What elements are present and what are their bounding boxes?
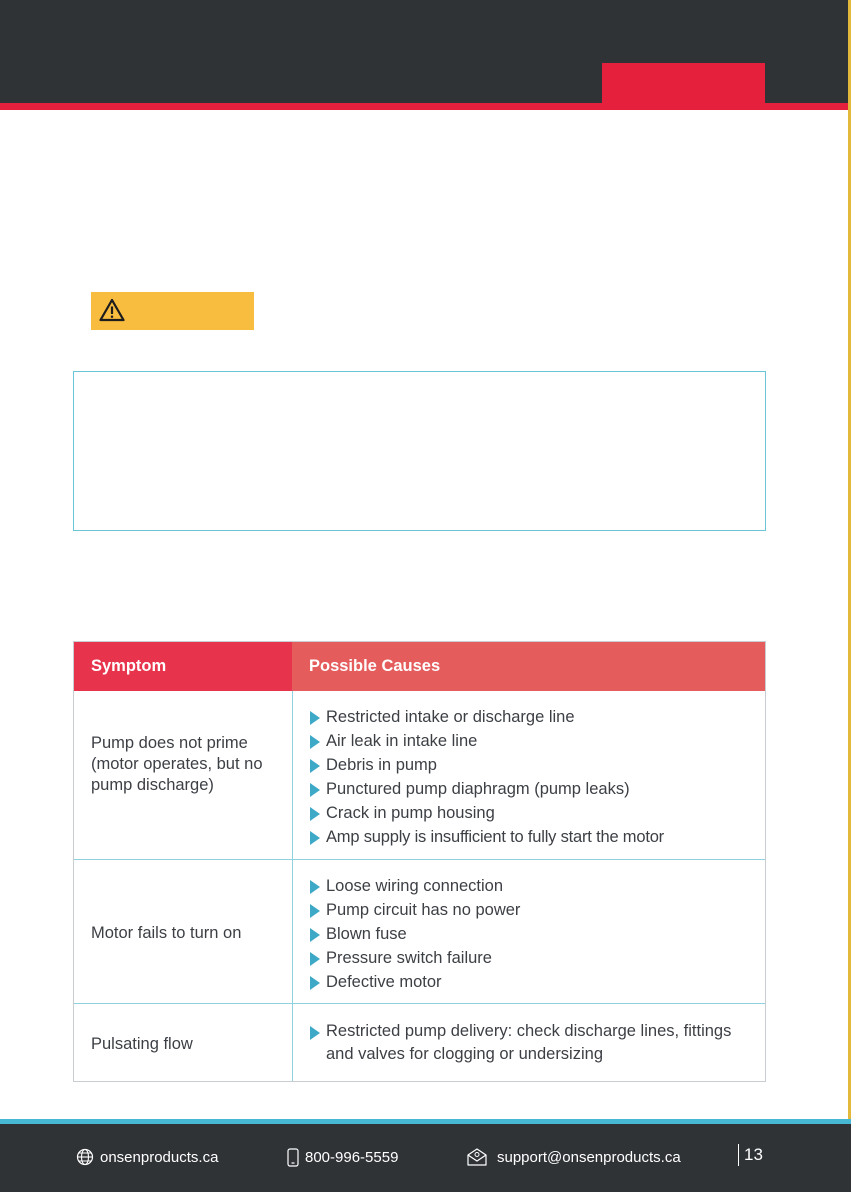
cause-item: Defective motor bbox=[308, 970, 758, 994]
bullet-arrow-icon bbox=[310, 928, 320, 942]
cause-item: Pump circuit has no power bbox=[308, 898, 758, 922]
warning-label bbox=[91, 292, 254, 330]
bullet-arrow-icon bbox=[310, 976, 320, 990]
globe-icon bbox=[76, 1148, 94, 1166]
cause-item: Pressure switch failure bbox=[308, 946, 758, 970]
cause-item: Loose wiring connection bbox=[308, 874, 758, 898]
causes-list bbox=[308, 705, 758, 849]
causes-list bbox=[308, 874, 758, 994]
bullet-arrow-icon bbox=[310, 807, 320, 821]
page-number-divider bbox=[738, 1144, 739, 1166]
bullet-arrow-icon bbox=[310, 711, 320, 725]
header-accent-line bbox=[0, 103, 851, 110]
bullet-arrow-icon bbox=[310, 904, 320, 918]
phone-icon bbox=[287, 1148, 299, 1167]
table-header bbox=[74, 642, 765, 691]
cause-item: Debris in pump bbox=[308, 753, 758, 777]
causes-column-header: Possible Causes bbox=[292, 642, 765, 691]
cause-item: Amp supply is insufficient to fully start the motor bbox=[308, 825, 758, 849]
bullet-arrow-icon bbox=[310, 1026, 320, 1040]
symptom-cell: Pump does not prime (motor operates, but no pump discharge) bbox=[91, 734, 263, 794]
table-row bbox=[74, 1004, 765, 1081]
table-row bbox=[74, 691, 765, 860]
footer-phone[interactable] bbox=[287, 1146, 398, 1168]
header-tab bbox=[602, 63, 765, 105]
page-number: 13 bbox=[744, 1145, 763, 1164]
cause-item: Restricted pump delivery: check discharge lines, fittings and valves for clogging or undersizing bbox=[308, 1020, 758, 1066]
symptom-cell: Motor fails to turn on bbox=[91, 924, 242, 942]
phone-text: 800-996-5559 bbox=[305, 1148, 399, 1166]
symptom-column-header: Symptom bbox=[74, 642, 292, 691]
column-divider bbox=[292, 691, 293, 1081]
troubleshooting-table bbox=[73, 641, 766, 1082]
bullet-arrow-icon bbox=[310, 759, 320, 773]
bullet-arrow-icon bbox=[310, 783, 320, 797]
info-box bbox=[73, 371, 766, 531]
footer-website[interactable] bbox=[76, 1146, 218, 1168]
cause-item: Crack in pump housing bbox=[308, 801, 758, 825]
footer-email[interactable] bbox=[466, 1146, 681, 1168]
bullet-arrow-icon bbox=[310, 880, 320, 894]
causes-list bbox=[308, 1020, 758, 1066]
email-text: support@onsenproducts.ca bbox=[497, 1148, 681, 1166]
warning-triangle-icon bbox=[99, 298, 125, 322]
cause-item: Air leak in intake line bbox=[308, 729, 758, 753]
bullet-arrow-icon bbox=[310, 831, 320, 845]
envelope-icon bbox=[466, 1148, 488, 1166]
cause-item: Blown fuse bbox=[308, 922, 758, 946]
cause-item: Punctured pump diaphragm (pump leaks) bbox=[308, 777, 758, 801]
table-row bbox=[74, 860, 765, 1004]
page-footer bbox=[0, 1124, 851, 1192]
symptom-cell: Pulsating flow bbox=[91, 1035, 193, 1053]
bullet-arrow-icon bbox=[310, 735, 320, 749]
bullet-arrow-icon bbox=[310, 952, 320, 966]
website-text: onsenproducts.ca bbox=[100, 1148, 219, 1166]
cause-item: Restricted intake or discharge line bbox=[308, 705, 758, 729]
